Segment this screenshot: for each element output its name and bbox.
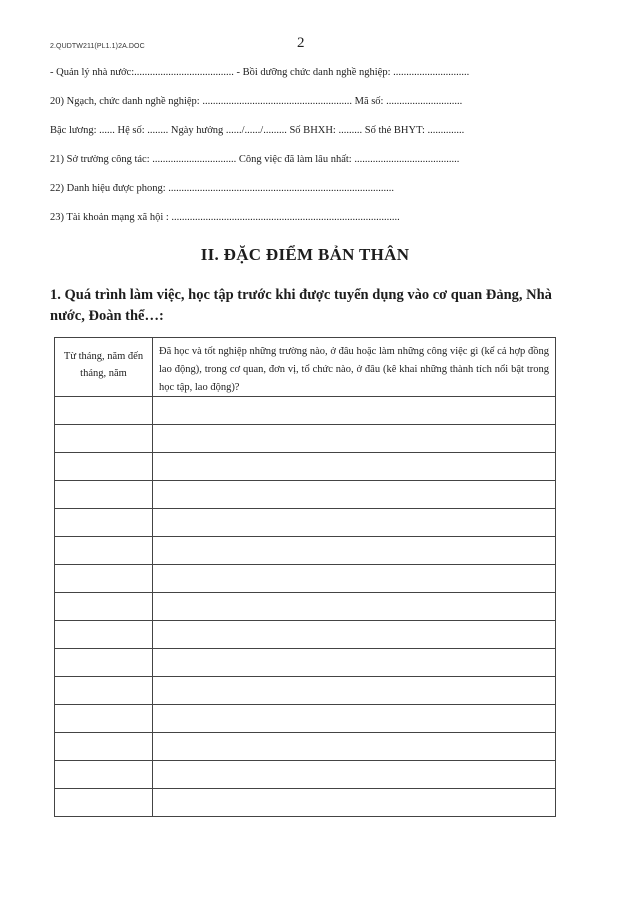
period-cell[interactable] — [55, 565, 153, 593]
period-cell[interactable] — [55, 761, 153, 789]
field-line-title-awarded: 22) Danh hiệu được phong: ...................................................................................... — [50, 183, 395, 194]
description-cell[interactable] — [153, 509, 556, 537]
description-cell[interactable] — [153, 565, 556, 593]
period-cell[interactable] — [55, 425, 153, 453]
description-cell[interactable] — [153, 453, 556, 481]
table-row — [55, 481, 556, 509]
description-cell[interactable] — [153, 705, 556, 733]
table-row — [55, 565, 556, 593]
period-cell[interactable] — [55, 733, 153, 761]
field-line-social-account: 23) Tài khoản mạng xã hội : ....................................................................................... — [50, 212, 400, 223]
field-line-state-management: - Quản lý nhà nước:...................................... - Bồi dưỡng chức danh nghề nghiệp: ............................. — [50, 67, 470, 78]
field-line-strength: 21) Sở trường công tác: ................................ Công việc đã làm lâu nhất: ........................................ — [50, 154, 460, 165]
table-row — [55, 537, 556, 565]
table-row — [55, 705, 556, 733]
description-cell[interactable] — [153, 733, 556, 761]
table-row — [55, 425, 556, 453]
description-cell[interactable] — [153, 789, 556, 817]
description-cell[interactable] — [153, 425, 556, 453]
table-row — [55, 677, 556, 705]
period-cell[interactable] — [55, 705, 153, 733]
description-cell[interactable] — [153, 397, 556, 425]
description-cell[interactable] — [153, 481, 556, 509]
table-row — [55, 397, 556, 425]
section-subheading: 1. Quá trình làm việc, học tập trước khi được tuyển dụng vào cơ quan Đảng, Nhà nước, Đoàn thể…: — [50, 287, 552, 324]
table-row — [55, 621, 556, 649]
table-header-row — [55, 338, 556, 397]
period-cell[interactable] — [55, 677, 153, 705]
period-cell[interactable] — [55, 509, 153, 537]
period-cell[interactable] — [55, 537, 153, 565]
table-row — [55, 509, 556, 537]
table-row — [55, 789, 556, 817]
description-cell[interactable] — [153, 537, 556, 565]
document-code: 2.QUDTW211(PL1.1)2A.DOC — [50, 43, 145, 50]
description-cell[interactable] — [153, 677, 556, 705]
table-row — [55, 593, 556, 621]
period-cell[interactable] — [55, 397, 153, 425]
table-row — [55, 733, 556, 761]
description-cell[interactable] — [153, 649, 556, 677]
period-cell[interactable] — [55, 593, 153, 621]
description-cell[interactable] — [153, 593, 556, 621]
page-number: 2 — [297, 35, 305, 51]
work-history-table — [54, 337, 556, 817]
table-row — [55, 761, 556, 789]
table-row — [55, 453, 556, 481]
description-cell[interactable] — [153, 761, 556, 789]
header-cell-period — [55, 338, 153, 397]
header-description-label: Đã học và tốt nghiệp những trường nào, ở đâu hoặc làm những công việc gì (kể cả hợp đồng lao động), trong cơ quan, đơn vị, tổ chức nào, ở đâu (kê khai những thành tích nổi bật trong học tập, lao động)? — [159, 346, 549, 393]
section-title: II. ĐẶC ĐIỂM BẢN THÂN — [200, 245, 410, 264]
period-cell[interactable] — [55, 649, 153, 677]
field-line-rank: 20) Ngạch, chức danh nghề nghiệp: ......................................................... Mã số: ............................. — [50, 96, 463, 107]
period-cell[interactable] — [55, 621, 153, 649]
period-cell[interactable] — [55, 453, 153, 481]
header-period-label: Từ tháng, năm đến tháng, năm — [63, 351, 144, 379]
table-row — [55, 649, 556, 677]
field-line-salary: Bậc lương: ...... Hệ số: ........ Ngày hưởng ....../....../......... Số BHXH: ......... Số thẻ BHYT: .............. — [50, 125, 465, 136]
header-cell-description — [153, 338, 556, 397]
description-cell[interactable] — [153, 621, 556, 649]
period-cell[interactable] — [55, 789, 153, 817]
period-cell[interactable] — [55, 481, 153, 509]
